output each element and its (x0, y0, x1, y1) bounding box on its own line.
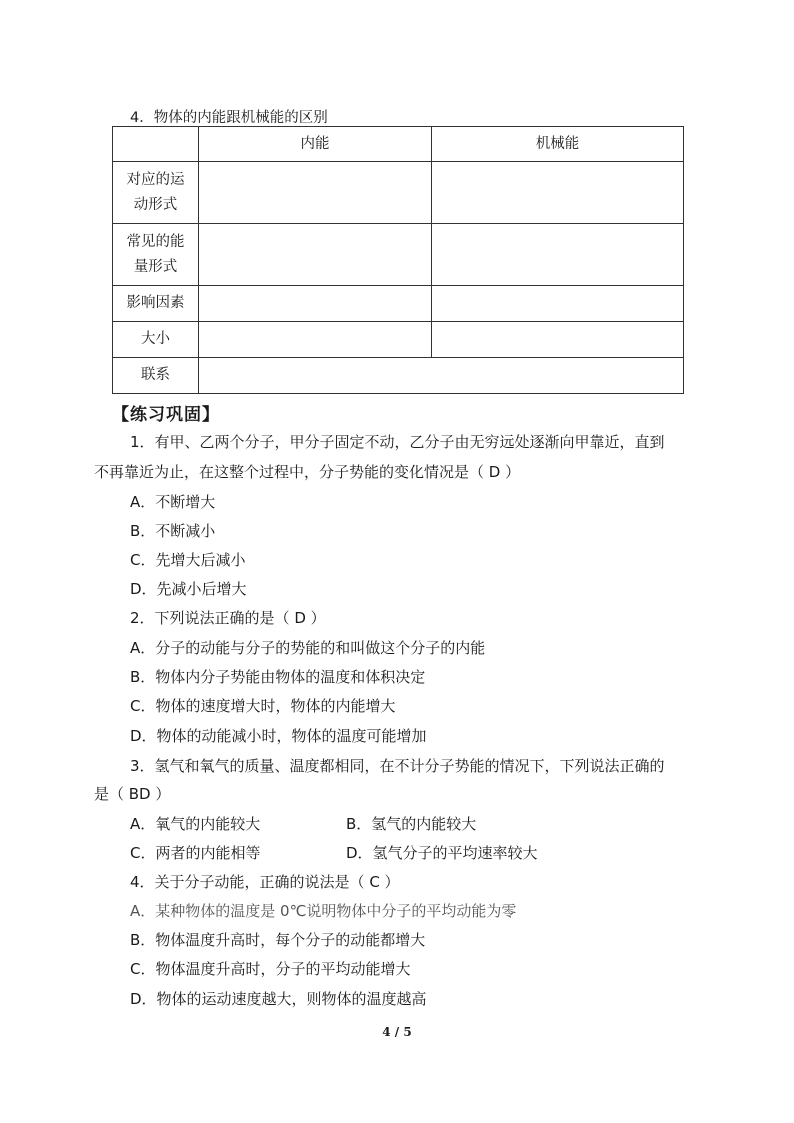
option-d: D．氢气分子的平均速率较大 (346, 844, 538, 862)
table-cell (432, 162, 684, 224)
section-title: 【练习巩固】 (112, 405, 220, 425)
table-row (113, 322, 684, 358)
table-cell (432, 286, 684, 322)
table-row (113, 286, 684, 322)
row-label (113, 224, 199, 286)
row-label: 联系 (113, 358, 199, 394)
question-2-line-1: 2．下列说法正确的是（ D ） (130, 609, 326, 627)
question-3-line-1: 3．氢气和氧气的质量、温度都相同，在不计分子势能的情况下，下列说法正确的 (130, 757, 665, 775)
question-3-line-2: 是（ BD ） (94, 785, 171, 803)
table-row (113, 358, 684, 394)
option-d: D．物体的动能减小时，物体的温度可能增加 (130, 727, 427, 745)
page-number: 4 / 5 (382, 1025, 412, 1039)
table-header-row (113, 127, 684, 162)
option-a: A．分子的动能与分子的势能的和叫做这个分子的内能 (130, 639, 486, 657)
header-mechanical-energy: 机械能 (432, 127, 684, 162)
table-cell (199, 322, 432, 358)
option-a: A．不断增大 (130, 493, 216, 511)
option-c: C．物体温度升高时，分子的平均动能增大 (130, 960, 411, 978)
table-cell (199, 224, 432, 286)
option-a: A．氧气的内能较大 (130, 815, 261, 833)
row-label-line: 常见的能 (126, 233, 185, 250)
row-label-line: 对应的运 (126, 171, 185, 188)
table-cell (199, 162, 432, 224)
row-label: 大小 (113, 322, 199, 358)
row-label-line: 量形式 (133, 258, 178, 275)
header-internal-energy: 内能 (199, 127, 432, 162)
merged-cell (199, 358, 684, 394)
option-d: D．物体的运动速度越大，则物体的温度越高 (130, 990, 427, 1008)
option-c: C．先增大后减小 (130, 551, 246, 569)
table-row (113, 162, 684, 224)
option-d: D．先减小后增大 (130, 580, 247, 598)
option-a: A．某种物体的温度是 0℃说明物体中分子的平均动能为零 (130, 902, 517, 920)
option-b: B．物体内分子势能由物体的温度和体积决定 (130, 668, 426, 686)
option-b: B．物体温度升高时，每个分子的动能都增大 (130, 931, 426, 949)
option-c: C．两者的内能相等 (130, 844, 261, 862)
option-b: B．氢气的内能较大 (346, 815, 477, 833)
header-empty-cell (113, 127, 199, 162)
table-row (113, 224, 684, 286)
table-cell (199, 286, 432, 322)
row-label (113, 162, 199, 224)
row-label-line: 动形式 (133, 196, 178, 213)
question-4-line-1: 4．关于分子动能，正确的说法是（ C ） (130, 873, 400, 891)
question-1-line-2: 不再靠近为止，在这整个过程中，分子势能的变化情况是（ D ） (94, 463, 521, 481)
option-c: C．物体的速度增大时，物体的内能增大 (130, 697, 396, 715)
table-heading: 4．物体的内能跟机械能的区别 (130, 110, 328, 126)
option-b: B．不断减小 (130, 522, 216, 540)
question-1-line-1: 1．有甲、乙两个分子，甲分子固定不动，乙分子由无穷远处逐渐向甲靠近，直到 (130, 433, 665, 451)
comparison-table (112, 126, 684, 394)
table-cell (432, 322, 684, 358)
table-cell (432, 224, 684, 286)
row-label: 影响因素 (113, 286, 199, 322)
